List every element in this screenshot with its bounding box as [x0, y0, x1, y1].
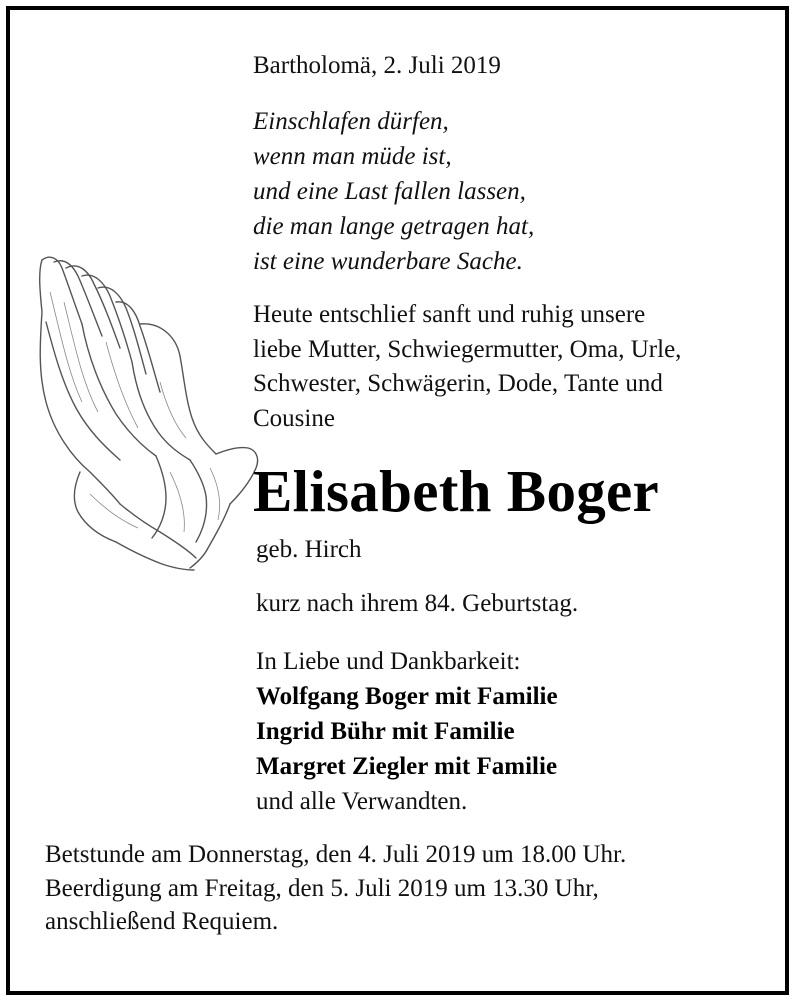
- poem-line: und eine Last fallen lassen,: [253, 178, 526, 205]
- birth-name: geb. Hirch: [256, 536, 362, 563]
- family-name: Ingrid Bühr mit Familie: [256, 718, 515, 745]
- mourners-block: [256, 644, 558, 819]
- announcement-line: Cousine: [253, 404, 335, 432]
- poem-line: ist eine wunderbare Sache.: [253, 248, 523, 275]
- announcement-text: [253, 298, 681, 436]
- family-name: Margret Ziegler mit Familie: [256, 753, 558, 780]
- thanks-heading: In Liebe und Dankbarkeit:: [256, 648, 521, 675]
- poem-line: wenn man müde ist,: [253, 143, 452, 170]
- announcement-line: Schwester, Schwägerin, Dode, Tante und: [253, 370, 663, 397]
- poem: [253, 104, 534, 279]
- age-line: kurz nach ihrem 84. Geburtstag.: [256, 590, 579, 617]
- service-line: anschließend Requiem.: [45, 908, 279, 935]
- deceased-name: Elisabeth Boger: [253, 458, 660, 524]
- family-name: Wolfgang Boger mit Familie: [256, 683, 558, 710]
- praying-hands-icon: [20, 232, 270, 577]
- service-line: Beerdigung am Freitag, den 5. Juli 2019 um 13.30 Uhr,: [45, 874, 599, 902]
- relatives-line: und alle Verwandten.: [256, 788, 468, 815]
- poem-line: die man lange getragen hat,: [253, 213, 535, 240]
- service-details: [45, 838, 626, 939]
- poem-line: Einschlafen dürfen,: [253, 108, 449, 135]
- announcement-line: Heute entschlief sanft und ruhig unsere: [253, 301, 646, 328]
- announcement-line: liebe Mutter, Schwiegermutter, Oma, Urle,: [253, 335, 682, 363]
- place-date: Bartholomä, 2. Juli 2019: [253, 52, 501, 79]
- service-line: Betstunde am Donnerstag, den 4. Juli 2019 um 18.00 Uhr.: [45, 841, 627, 868]
